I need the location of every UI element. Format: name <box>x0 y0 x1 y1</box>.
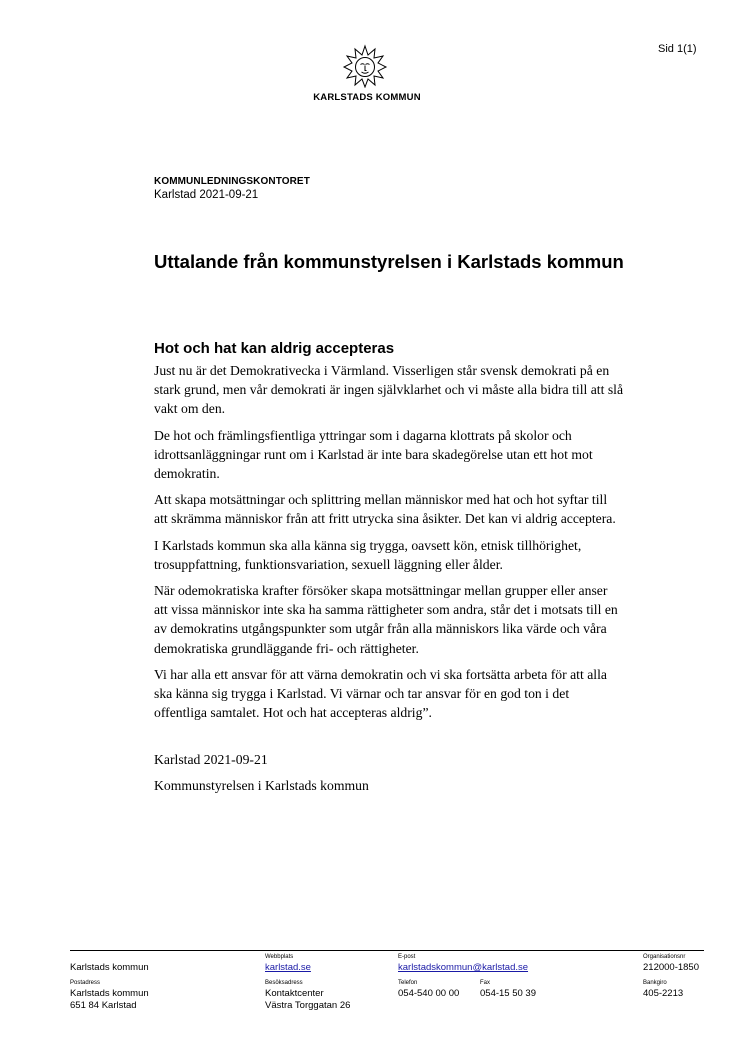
footer-phone-label: Telefon <box>398 980 418 986</box>
paragraph: Vi har alla ett ansvar för att värna demokratin och vi ska fortsätta arbeta för att alla ska känna sig trygga i Karlstad. Vi värnar och tar ansvar för en god ton i det offentliga samtalet. Hot och hat accepteras aldrig”. <box>154 666 607 721</box>
paragraph: De hot och främlingsfientliga yttringar som i dagarna klottrats på skolor och idrottsanläggningar runt om i Karlstad är inte bara skadegörelse utan ett hot mot demokratin. <box>154 427 593 482</box>
footer-visit-label: Besöksadress <box>265 980 303 986</box>
footer-postal-line1: Karlstads kommun <box>70 988 149 999</box>
document-title: Uttalande från kommunstyrelsen i Karlstads kommun <box>154 251 624 272</box>
body-text <box>154 361 624 729</box>
footer-phone: 054-540 00 00 <box>398 988 460 999</box>
logo-text: KARLSTADS KOMMUN <box>313 92 421 103</box>
footer-bankgiro-label: Bankgiro <box>643 980 667 986</box>
department-name: KOMMUNLEDNINGSKONTORET <box>154 176 310 187</box>
footer-visit-line2: Västra Torggatan 26 <box>265 1000 351 1011</box>
footer-website-label: Webbplats <box>265 954 294 960</box>
footer-fax-label: Fax <box>480 980 491 986</box>
sun-face-icon <box>342 44 388 88</box>
paragraph: När odemokratiska krafter försöker skapa motsättningar mellan grupper eller anser att vissa människor inte ska ha samma rättigheter som andra, står det i motsats till en av demokratins utgångspunkter som utgår från alla människors lika värde och våra demokratiska grundläggande fri- och rättigheter. <box>154 583 618 656</box>
footer-divider <box>70 950 704 951</box>
document-subtitle: Hot och hat kan aldrig accepteras <box>154 340 395 357</box>
signoff-date: Karlstad 2021-09-21 <box>154 752 268 767</box>
paragraph: Just nu är det Demokrativecka i Värmland. Visserligen står svensk demokrati på en stark grund, men vår demokrati är ingen självklarhet och vi måste alla bidra till att slå vakt om den. <box>154 363 624 417</box>
page-number: Sid 1(1) <box>658 43 697 55</box>
footer-fax: 054-15 50 39 <box>480 988 536 999</box>
footer-website-link[interactable]: karlstad.se <box>265 962 311 973</box>
footer-visit-line1: Kontaktcenter <box>265 988 324 999</box>
footer-postal-label: Postadress <box>70 980 101 986</box>
footer-postal-line2: 651 84 Karlstad <box>70 1000 137 1011</box>
paragraph: Att skapa motsättningar och splittring mellan människor med hat och hot syftar till att skrämma människor från att fritt utrycka sina åsikter. Det kan vi aldrig acceptera. <box>154 492 616 527</box>
footer-email-link[interactable]: karlstadskommun@karlstad.se <box>398 962 529 973</box>
footer-org-number-label: Organisationsnr <box>643 954 686 960</box>
footer-name: Karlstads kommun <box>70 962 149 973</box>
footer-email-label: E-post <box>398 954 416 960</box>
footer-bankgiro: 405-2213 <box>643 988 684 999</box>
paragraph: I Karlstads kommun ska alla känna sig trygga, oavsett kön, etnisk tillhörighet, trosuppfattning, funktionsvariation, sexuell läggning eller ålder. <box>154 537 582 572</box>
signoff-organization: Kommunstyrelsen i Karlstads kommun <box>154 778 369 793</box>
place-date: Karlstad 2021-09-21 <box>154 189 259 201</box>
footer-org-number: 212000-1850 <box>643 962 699 973</box>
